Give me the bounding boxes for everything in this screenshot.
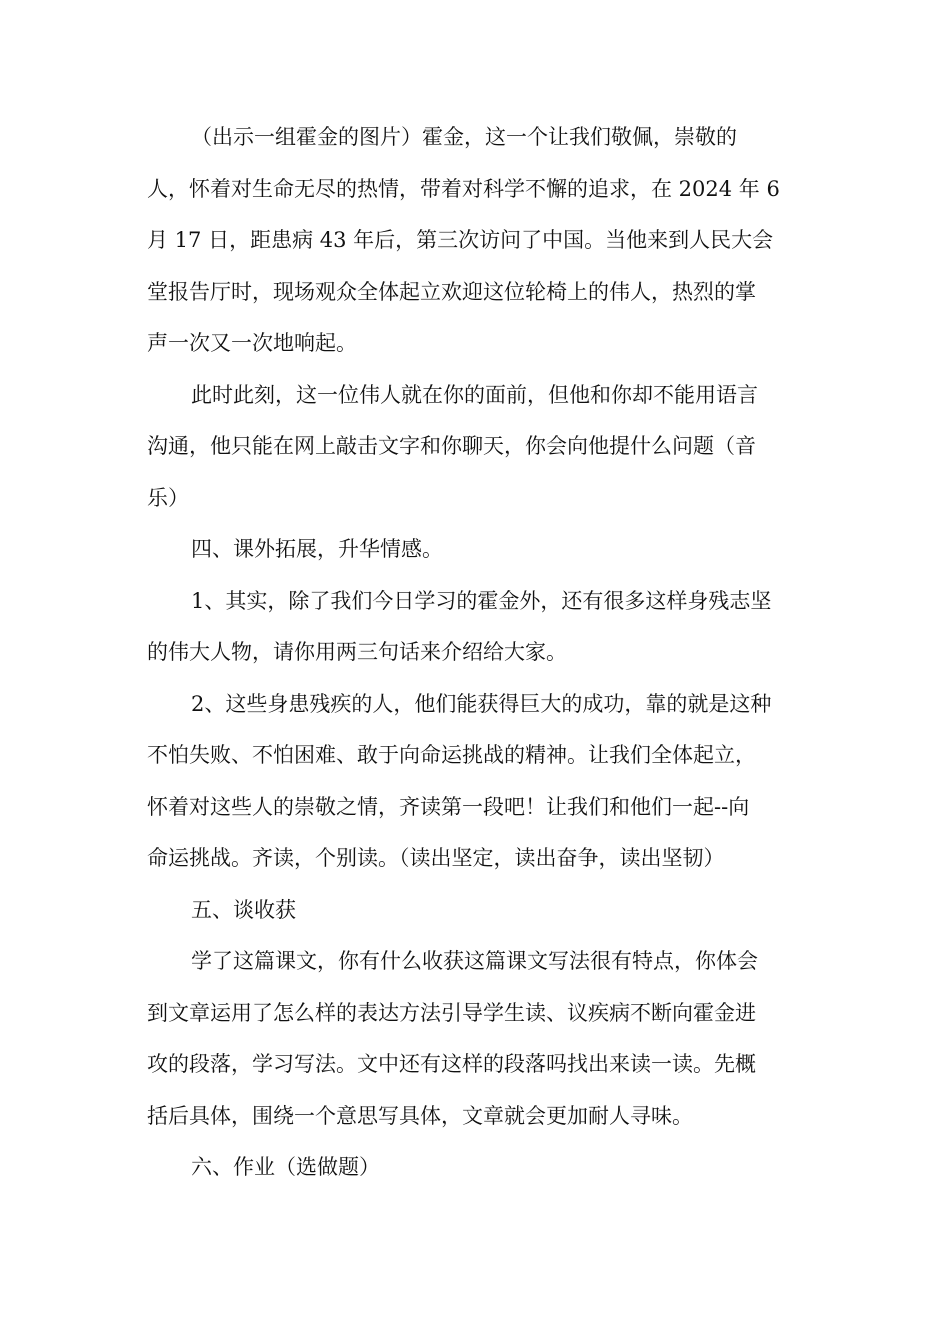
paragraph-hawking-visit xyxy=(147,112,807,370)
section-heading: 六、作业（选做题） xyxy=(191,1155,380,1179)
text-line: 不怕失败、不怕困难、敢于向命运挑战的精神。让我们全体起立， xyxy=(147,743,756,767)
section-heading: 五、谈收获 xyxy=(191,897,296,922)
text-line: 沟通，他只能在网上敲击文字和你聊天，你会向他提什么问题（音 xyxy=(147,434,756,458)
section-heading-harvest xyxy=(147,885,807,937)
text-line: 括后具体，围绕一个意思写具体，文章就会更加耐人寻味。 xyxy=(147,1103,693,1128)
text-line: 命运挑战。齐读，个别读。（读出坚定，读出奋争，读出坚韧） xyxy=(147,846,725,870)
text-line: （出示一组霍金的图片）霍金，这一个让我们敬佩，崇敬的 xyxy=(191,125,737,149)
text-line: 1、其实，除了我们今日学习的霍金外，还有很多这样身残志坚 xyxy=(191,588,772,613)
text-line: 乐） xyxy=(147,485,189,510)
section-heading-extension xyxy=(147,524,807,576)
text-line: 声一次又一次地响起。 xyxy=(147,331,357,355)
paragraph-question-prompt xyxy=(147,370,807,525)
text-line: 攻的段落，学习写法。文中还有这样的段落吗找出来读一读。先概 xyxy=(147,1052,756,1076)
text-line: 怀着对这些人的崇敬之情，齐读第一段吧！让我们和他们一起--向 xyxy=(147,794,750,819)
text-line: 的伟大人物，请你用两三句话来介绍给大家。 xyxy=(147,640,567,664)
text-line: 此时此刻，这一位伟人就在你的面前，但他和你却不能用语言 xyxy=(191,382,758,407)
text-line: 2、这些身患残疾的人，他们能获得巨大的成功，靠的就是这种 xyxy=(191,691,772,716)
text-line: 到文章运用了怎么样的表达方法引导学生读、议疾病不断向霍金进 xyxy=(147,1000,756,1025)
section-heading: 四、课外拓展，升华情感。 xyxy=(191,537,443,561)
document-body xyxy=(147,112,807,1194)
paragraph-harvest xyxy=(147,936,807,1142)
text-line: 人，怀着对生命无尽的热情，带着对科学不懈的追求，在 2024 年 6 xyxy=(147,176,780,201)
text-line: 学了这篇课文，你有什么收获这篇课文写法很有特点，你体会 xyxy=(191,949,758,973)
section-heading-homework xyxy=(147,1142,807,1194)
paragraph-item-2 xyxy=(147,679,807,885)
paragraph-item-1 xyxy=(147,576,807,679)
text-line: 月 17 日，距患病 43 年后，第三次访问了中国。当他来到人民大会 xyxy=(147,228,774,252)
text-line: 堂报告厅时，现场观众全体起立欢迎这位轮椅上的伟人，热烈的掌 xyxy=(147,279,756,304)
